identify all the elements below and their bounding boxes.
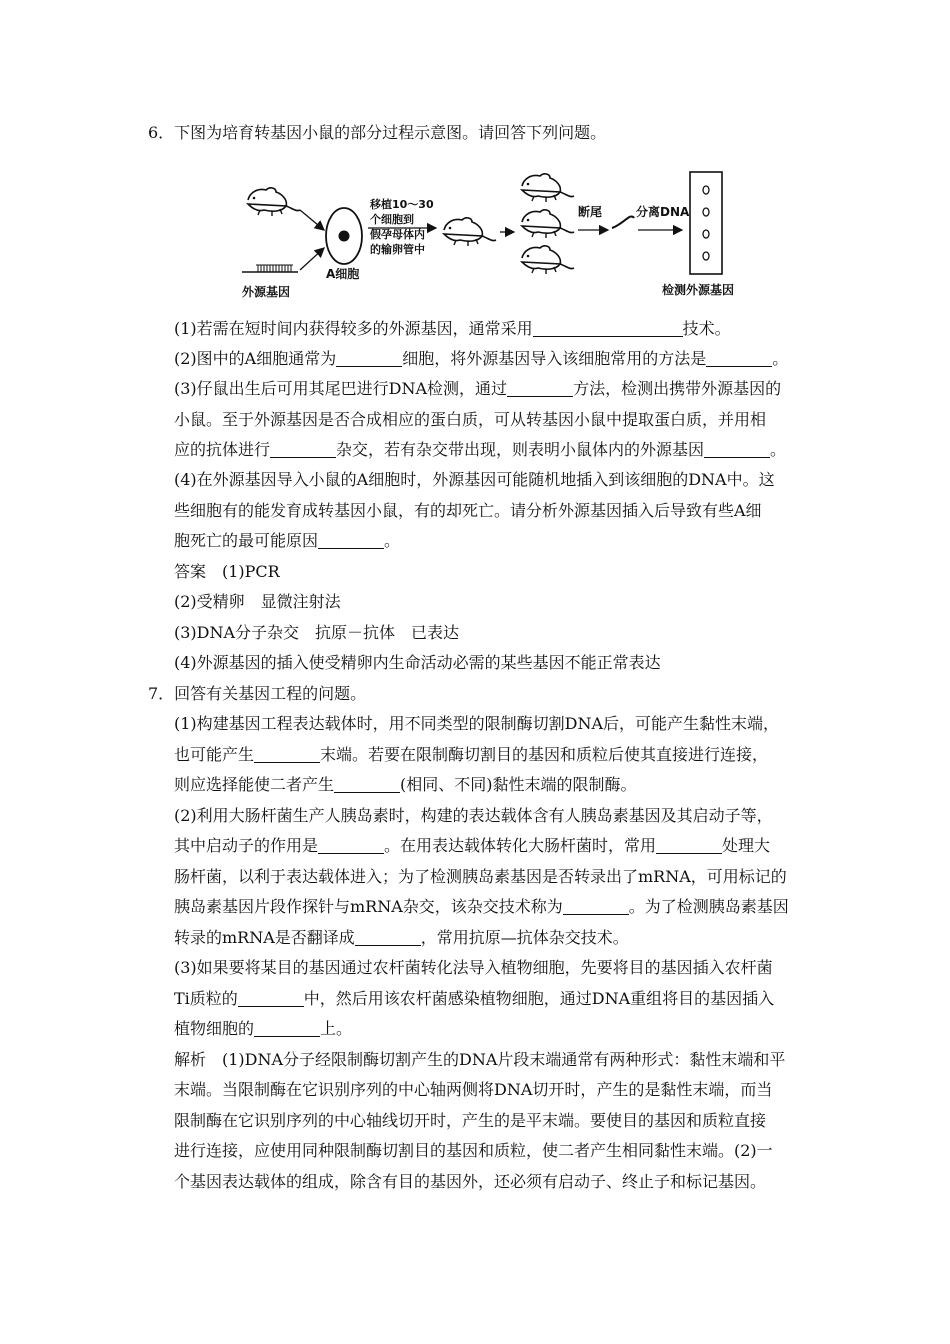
q7-analysis-line5: 个基因表达载体的组成，除含有目的基因外，还必须有启动子、终止子和标记基因。	[174, 1172, 767, 1191]
q7-part3-line2	[174, 988, 774, 1010]
answer-blank	[334, 776, 400, 793]
q7-p2-text-end: 。为了检测胰岛素基因	[628, 897, 789, 916]
q7-p1-text-end: (相同、不同)黏性末端的限制酶。	[400, 775, 637, 794]
q6-p1-text-end: 技术。	[682, 319, 731, 338]
q7-part1-line1: (1)构建基因工程表达载体时，用不同类型的限制酶切割DNA后，可能产生黏性末端，	[174, 714, 780, 733]
transplant-label-4: 的输卵管中	[370, 243, 425, 256]
answer-blank	[563, 898, 629, 915]
isolate-dna-label: 分离DNA	[636, 205, 690, 219]
q6-answer-4: (4)外源基因的插入使受精卵内生命活动必需的某些基因不能正常表达	[174, 653, 661, 672]
q7-part2-line1: (2)利用大肠杆菌生产人胰岛素时，构建的表达载体含有人胰岛素基因及其启动子等，	[174, 806, 773, 825]
answer-blank	[706, 350, 772, 367]
answer-blank	[270, 441, 336, 458]
q7-part2-line5	[174, 927, 629, 949]
foreign-gene-label: 外源基因	[242, 285, 291, 299]
q7-part3-line1: (3)如果要将某目的基因通过农杆菌转化法导入植物细胞，先要将目的基因插入农杆菌	[174, 958, 773, 977]
q6-stem: 6．下图为培育转基因小鼠的部分过程示意图。请回答下列问题。	[148, 123, 607, 142]
answer-blank	[254, 746, 320, 763]
q6-answer-1: 答案 (1)PCR	[174, 562, 280, 581]
q7-part2-line2	[174, 835, 770, 857]
q7-analysis-line3: 限制酶在它识别序列的中心轴线切开时，产生的是平末端。要使目的基因和质粒直接	[174, 1111, 767, 1130]
answer-blank	[533, 320, 683, 337]
q6-part2	[174, 348, 788, 370]
q6-part4-line1: (4)在外源基因导入小鼠的A细胞时，外源基因可能随机地插入到该细胞的DNA中。这	[174, 470, 775, 489]
q7-p2-text-end: 处理大	[722, 836, 771, 855]
q7-part1-line3	[174, 774, 637, 796]
q6-part3-line3	[174, 439, 786, 461]
answer-blank	[336, 350, 402, 367]
transplant-label-3: 假孕母体内	[370, 228, 425, 241]
a-cell-label: A细胞	[326, 267, 360, 281]
q6-p3-text: (3)仔鼠出生后可用其尾巴进行DNA检测，通过	[174, 379, 508, 398]
q7-part3-line3	[174, 1018, 352, 1040]
gel-plate-icon	[690, 172, 722, 274]
answer-blank	[507, 380, 573, 397]
q6-p3-text: 应的抗体进行	[174, 440, 271, 459]
transgenic-mouse-diagram	[238, 166, 758, 306]
donor-mouse-icon	[248, 188, 300, 216]
q6-part4-line2: 些细胞有的能发育成转基因小鼠，有的却死亡。请分析外源基因插入后导致有些A细	[174, 501, 762, 520]
q6-p2-text-mid: 细胞，将外源基因导入该细胞常用的方法是	[402, 349, 707, 368]
transplant-label-1: 移植10～30	[370, 198, 434, 211]
transplant-label-2: 个细胞到	[370, 213, 414, 226]
q6-p2-text: (2)图中的A细胞通常为	[174, 349, 337, 368]
q6-part1	[174, 318, 731, 340]
q7-p1-text: 也可能产生	[174, 745, 255, 764]
q7-p2-text: 胰岛素基因片段作探针与mRNA杂交，该杂交技术称为	[174, 897, 563, 916]
q6-part3-line2: 小鼠。至于外源基因是否合成相应的蛋白质，可从转基因小鼠中提取蛋白质，并用相	[174, 410, 767, 429]
answer-blank	[254, 1020, 320, 1037]
answer-blank	[656, 837, 722, 854]
q6-part3-line1	[174, 378, 781, 400]
pregnant-mouse-icon	[444, 218, 496, 246]
offspring-mouse-icon	[522, 210, 574, 238]
q6-p4-text: 胞死亡的最可能原因	[174, 531, 319, 550]
q7-analysis-line2: 末端。当限制酶在它识别序列的中心轴两侧将DNA切开时，产生的是黏性末端，而当	[174, 1080, 773, 1099]
answer-blank	[704, 441, 770, 458]
q6-answer-2: (2)受精卵 显微注射法	[174, 592, 341, 611]
q7-analysis-line1: 解析 (1)DNA分子经限制酶切割产生的DNA片段末端通常有两种形式：黏性末端和平	[174, 1050, 786, 1069]
q7-part2-line3: 肠杆菌，以利于表达载体进入；为了检测胰岛素基因是否转录出了mRNA，可用标记的	[174, 867, 787, 886]
q7-p1-text-mid: 末端。若要在限制酶切割目的基因和质粒后使其直接进行连接，	[320, 745, 769, 764]
q6-p3-text-mid: 杂交，若有杂交带出现，则表明小鼠体内的外源基因	[336, 440, 705, 459]
q6-p3-text-end: 。	[770, 440, 787, 459]
answer-blank	[355, 929, 421, 946]
foreign-gene-fragment-icon	[256, 265, 293, 272]
q7-p3-text: Ti质粒的	[174, 989, 238, 1008]
q7-p3-text-mid: 中，然后用该农杆菌感染植物细胞，通过DNA重组将目的基因插入	[303, 989, 775, 1008]
q6-p3-text-mid: 方法，检测出携带外源基因的	[573, 379, 782, 398]
a-cell-icon	[326, 208, 362, 264]
q7-p2-text: 转录的mRNA是否翻译成	[174, 928, 355, 947]
q7-part1-line2	[174, 744, 768, 766]
q7-p3-text: 植物细胞的	[174, 1019, 255, 1038]
offspring-mouse-icon	[522, 246, 574, 274]
answer-blank	[318, 837, 384, 854]
offspring-mouse-icon	[522, 174, 574, 202]
q7-p2-text: 其中启动子的作用是	[174, 836, 319, 855]
q6-answer-3: (3)DNA分子杂交 抗原－抗体 已表达	[174, 623, 460, 642]
q6-p2-text-end: 。	[772, 349, 789, 368]
q7-p3-text-end: 上。	[320, 1019, 353, 1038]
answer-blank	[318, 532, 384, 549]
detect-gene-label: 检测外源基因	[662, 283, 735, 297]
q7-p2-text-mid: 。在用表达载体转化大肠杆菌时，常用	[384, 836, 657, 855]
answer-blank	[238, 990, 304, 1007]
q6-p1-text: (1)若需在短时间内获得较多的外源基因，通常采用	[174, 319, 533, 338]
q7-analysis-line4: 进行连接，应使用同种限制酶切割目的基因和质粒，使二者产生相同黏性末端。(2)一	[174, 1141, 773, 1160]
q7-p1-text: 则应选择能使二者产生	[174, 775, 335, 794]
q6-part4-line3	[174, 530, 400, 552]
q7-part2-line4	[174, 896, 789, 918]
cut-tail-label: 断尾	[578, 205, 603, 219]
q6-p4-text-end: 。	[384, 531, 401, 550]
q7-p2-text-end: ，常用抗原—抗体杂交技术。	[420, 928, 629, 947]
q7-stem: 7．回答有关基因工程的问题。	[148, 684, 367, 703]
mouse-tail-icon	[612, 217, 634, 229]
